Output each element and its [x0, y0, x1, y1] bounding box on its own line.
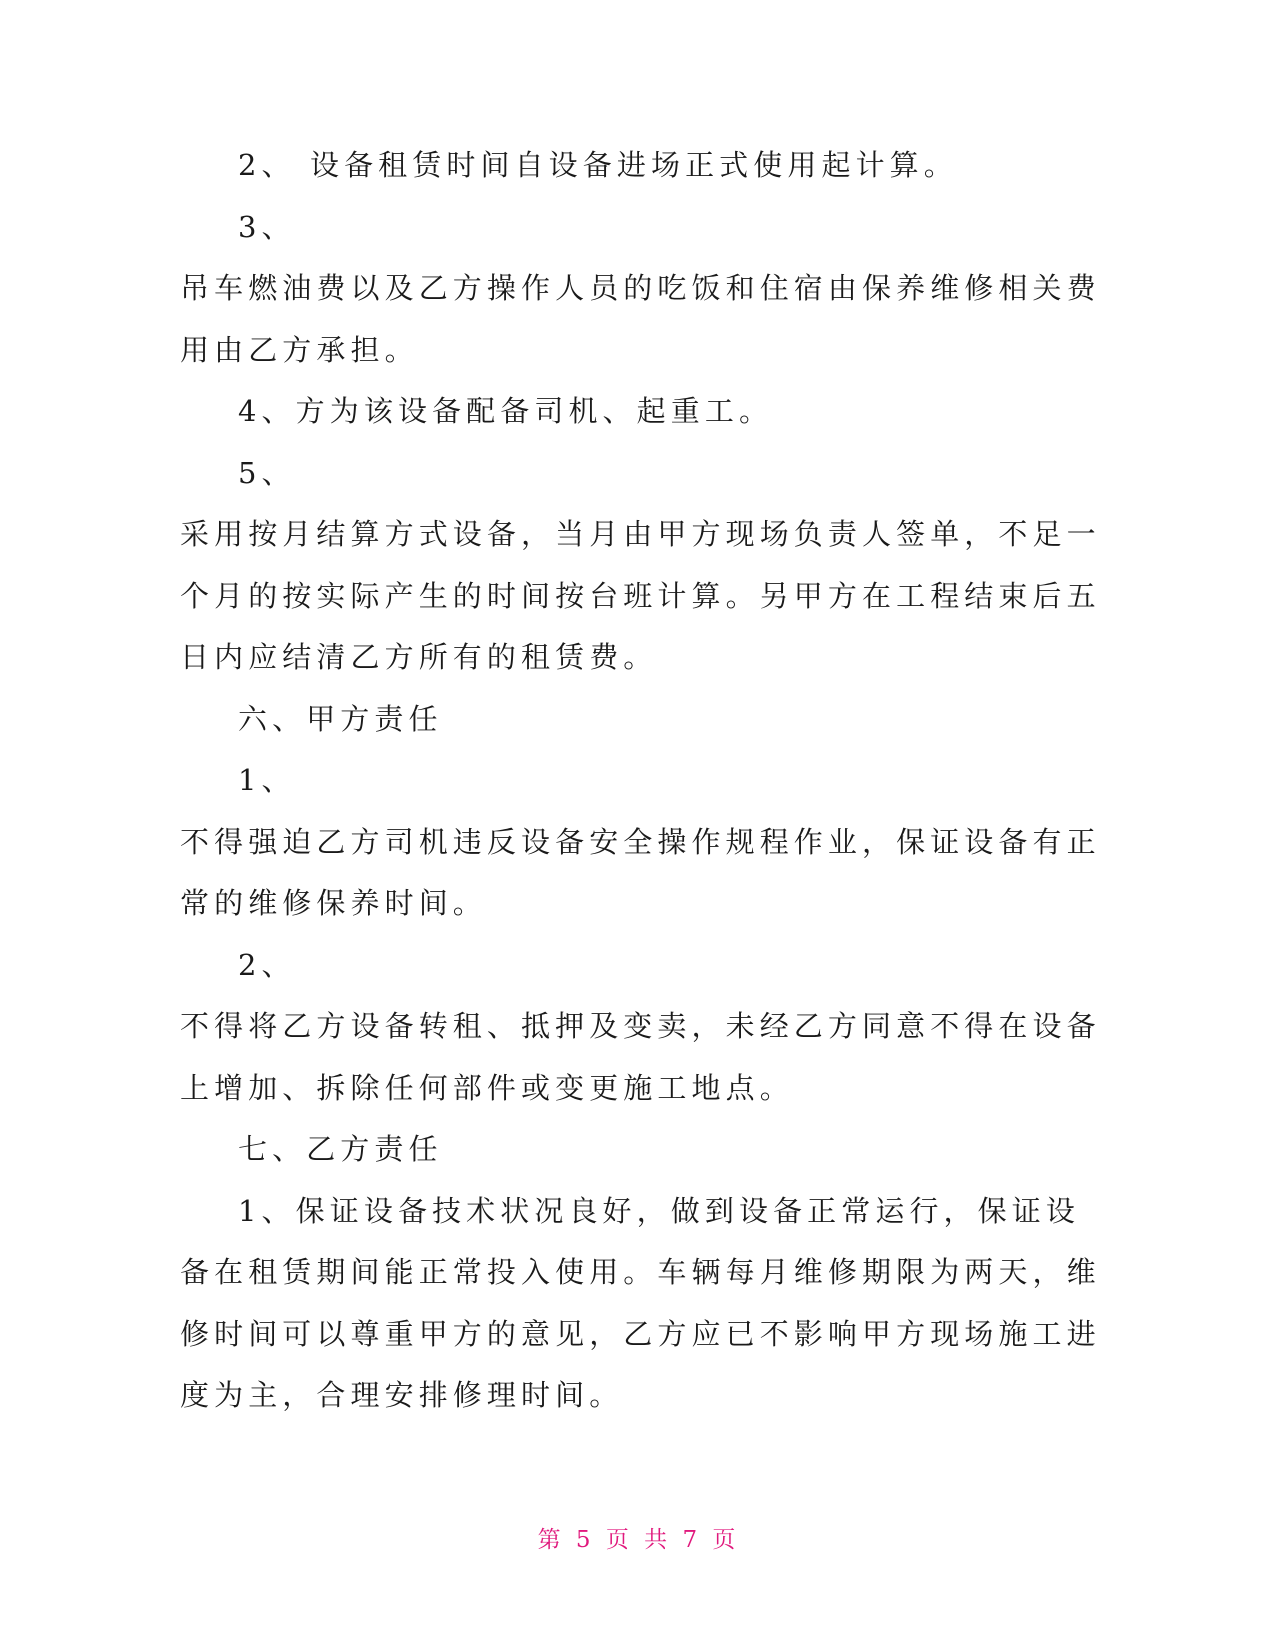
paragraph-line: 不得将乙方设备转租、抵押及变卖，未经乙方同意不得在设备 — [180, 1009, 1101, 1043]
paragraph-line: 2、 — [238, 948, 296, 982]
footer-total-prefix: 共 — [644, 1527, 670, 1553]
paragraph-line: 修时间可以尊重甲方的意见，乙方应已不影响甲方现场施工进 — [180, 1317, 1101, 1351]
paragraph-line: 1、 — [238, 763, 296, 797]
paragraph-line: 个月的按实际产生的时间按台班计算。另甲方在工程结束后五 — [180, 579, 1101, 613]
paragraph-line: 5、 — [238, 456, 296, 490]
paragraph-line: 4、方为该设备配备司机、起重工。 — [238, 394, 774, 428]
paragraph-line: 日内应结清乙方所有的租赁费。 — [180, 640, 658, 674]
footer-page-word: 页 — [605, 1527, 631, 1553]
footer-suffix: 页 — [712, 1527, 738, 1553]
paragraph-line: 常的维修保养时间。 — [180, 886, 487, 920]
paragraph-line: 度为主，合理安排修理时间。 — [180, 1378, 624, 1412]
footer-prefix: 第 — [537, 1527, 563, 1553]
paragraph-line: 采用按月结算方式设备，当月由甲方现场负责人签单，不足一 — [180, 517, 1101, 551]
paragraph-line: 3、 — [238, 210, 296, 244]
paragraph-line: 1、保证设备技术状况良好，做到设备正常运行，保证设 — [238, 1194, 1080, 1228]
paragraph-line: 上增加、拆除任何部件或变更施工地点。 — [180, 1071, 794, 1105]
paragraph-line: 吊车燃油费以及乙方操作人员的吃饭和住宿由保养维修相关费 — [180, 271, 1101, 305]
paragraph-line: 2、 设备租赁时间自设备进场正式使用起计算。 — [238, 148, 958, 182]
page-footer — [0, 1524, 1275, 1556]
section-heading: 六、甲方责任 — [238, 702, 443, 736]
current-page-number: 5 — [575, 1527, 593, 1553]
paragraph-line: 不得强迫乙方司机违反设备安全操作规程作业，保证设备有正 — [180, 825, 1101, 859]
total-pages-number: 7 — [682, 1527, 700, 1553]
paragraph-line: 备在租赁期间能正常投入使用。车辆每月维修期限为两天，维 — [180, 1255, 1101, 1289]
section-heading: 七、乙方责任 — [238, 1132, 443, 1166]
paragraph-line: 用由乙方承担。 — [180, 333, 419, 367]
